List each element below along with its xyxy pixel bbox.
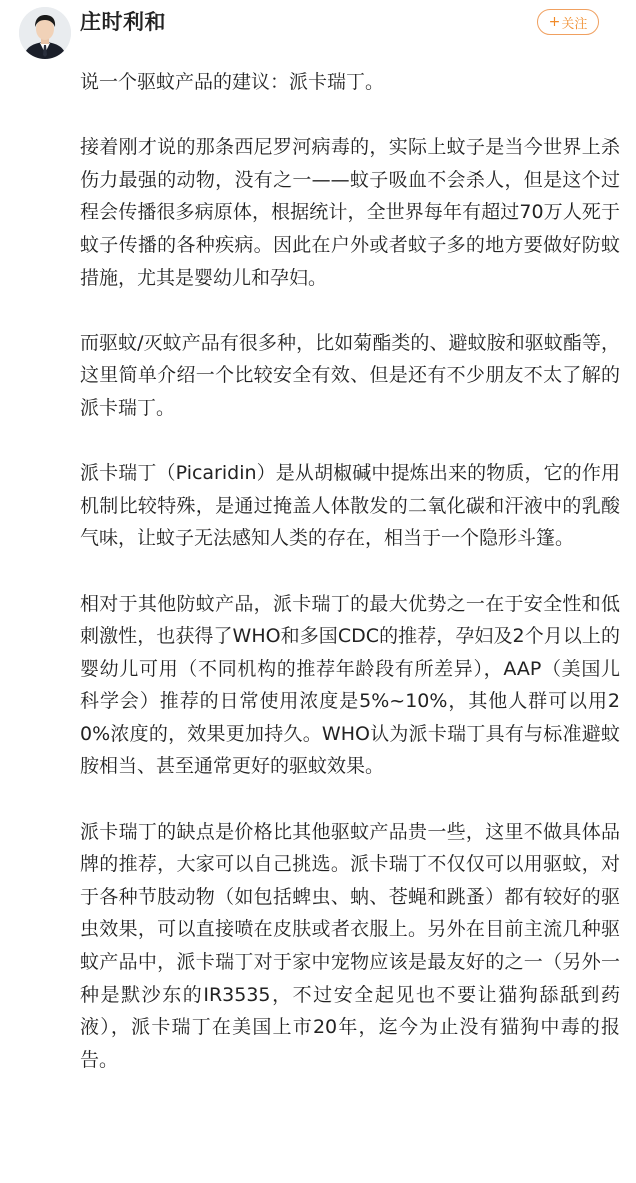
author-name[interactable]: 庄时利和 [80, 10, 166, 34]
post-paragraph: 接着刚才说的那条西尼罗河病毒的，实际上蚊子是当今世界上杀伤力最强的动物，没有之一——蚊子吸血不会杀人，但是这个过程会传播很多病原体，根据统计，全世界每年有超过70万人死于蚊子传播的各种疾病。因此在户外或者蚊子多的地方要做好防蚊措施，尤其是婴幼儿和孕妇。 [80, 136, 620, 289]
post-header [0, 0, 636, 58]
plus-icon: + [548, 14, 561, 30]
follow-label: 关注 [561, 16, 588, 32]
post-paragraph: 派卡瑞丁（Picaridin）是从胡椒碱中提炼出来的物质，它的作用机制比较特殊，是通过掩盖人体散发的二氧化碳和汗液中的乳酸气味，让蚊子无法感知人类的存在，相当于一个隐形斗篷。 [80, 462, 620, 550]
post-paragraph: 相对于其他防蚊产品，派卡瑞丁的最大优势之一在于安全性和低刺激性，也获得了WHO和多国CDC的推荐，孕妇及2个月以上的婴幼儿可用（不同机构的推荐年龄段有所差异），AAP（美国儿科学会）推荐的日常使用浓度是5%~10%，其他人群可以用20%浓度的，效果更加持久。WHO认为派卡瑞丁具有与标准避蚊胺相当、甚至通常更好的驱蚊效果。 [80, 592, 620, 778]
post-paragraph: 而驱蚊/灭蚊产品有很多种，比如菊酯类的、避蚊胺和驱蚊酯等，这里简单介绍一个比较安全有效、但是还有不少朋友不太了解的派卡瑞丁。 [80, 331, 620, 419]
follow-button[interactable] [537, 9, 599, 35]
post-paragraph: 说一个驱蚊产品的建议：派卡瑞丁。 [80, 71, 385, 93]
post-paragraph: 派卡瑞丁的缺点是价格比其他驱蚊产品贵一些，这里不做具体品牌的推荐，大家可以自己挑选。派卡瑞丁不仅仅可以用驱蚊，对于各种节肢动物（如包括蜱虫、蚋、苍蝇和跳蚤）都有较好的驱虫效果，可以直接喷在皮肤或者衣服上。另外在目前主流几种驱蚊产品中，派卡瑞丁对于家中宠物应该是最友好的之一（另外一种是默沙东的IR3535，不过安全起见也不要让猫狗舔舐到药液），派卡瑞丁在美国上市20年，迄今为止没有猫狗中毒的报告。 [80, 820, 620, 1071]
avatar[interactable] [19, 7, 71, 59]
avatar-image [19, 7, 71, 59]
post-body [80, 66, 620, 1109]
